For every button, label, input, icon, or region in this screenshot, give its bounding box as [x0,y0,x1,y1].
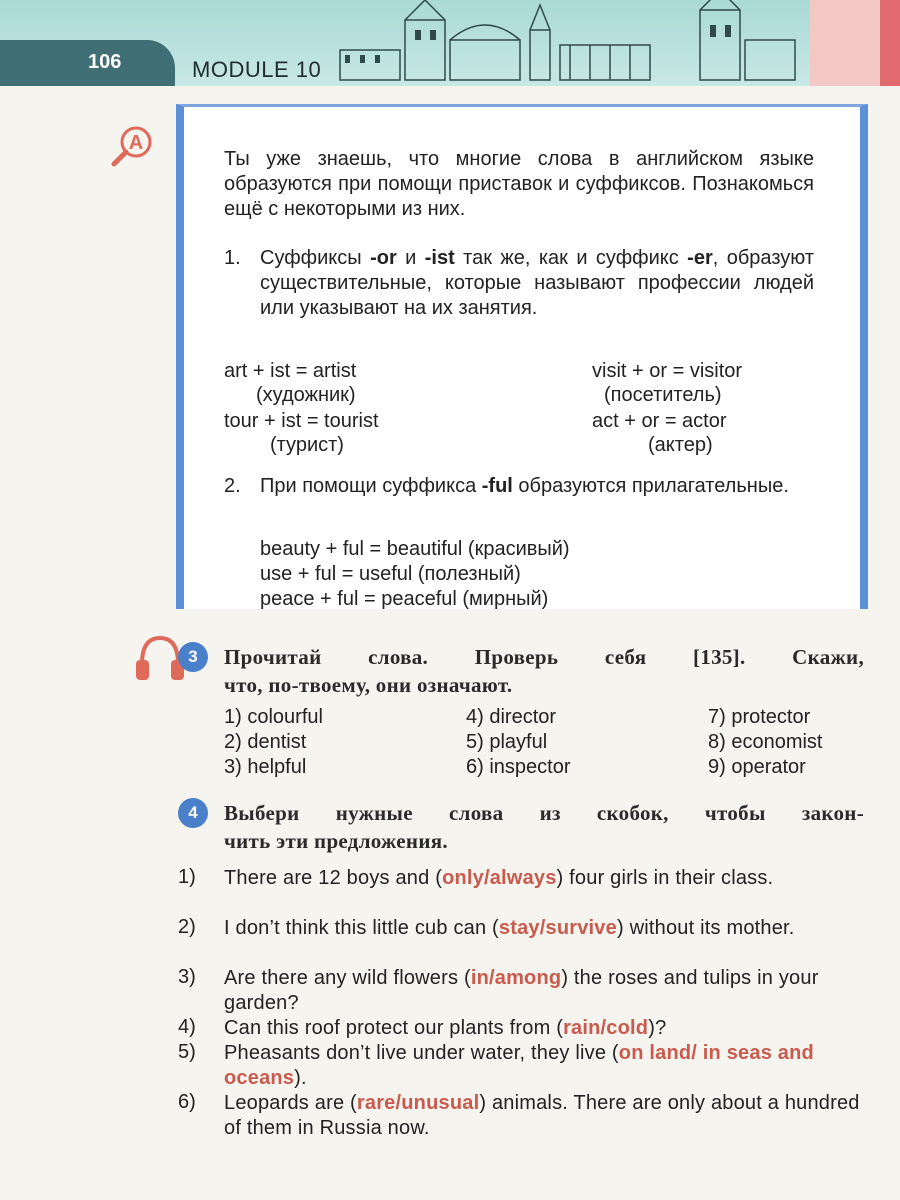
exercise-4-instruction: чить эти предложения. [224,829,448,853]
choice-options: rain/cold [563,1017,649,1039]
choice-options: rare/unusual [356,1092,480,1114]
sentence: Are there any wild flowers (in/among) the roses and tulips in your garden? [224,967,819,1014]
suffix-ful: -ful [481,475,513,497]
word-item: 4) director [466,706,557,728]
word-item: 1) colourful [224,706,323,728]
word-item: 2) dentist [224,731,307,753]
sentence-number: 5) [178,1041,196,1063]
suffix-er: -er [687,247,713,269]
sentence-number: 1) [178,866,196,888]
city-skyline-illustration [330,0,810,86]
exercise-3-instruction: что, по-твоему, они означают. [224,673,513,697]
word-item: 5) playful [466,731,548,753]
word-item: 7) protector [708,706,811,728]
ful-example: beauty + ful = beautiful (красивый) [260,538,570,560]
example-formula: act + or = actor [592,410,727,432]
exercise-3-instruction: Прочитай слова. Проверь себя [135]. Скажи, [224,645,864,669]
sentence: There are 12 boys and (only/always) four girls in their class. [224,867,774,889]
exercise-4-instruction: Выбери нужные слова из скобок, чтобы закон- [224,801,864,825]
magnifier-letter-a-icon [108,124,156,172]
example-formula: art + ist = artist [224,360,357,382]
word-item: 8) economist [708,731,823,753]
example-formula: tour + ist = tourist [224,410,379,432]
ful-example: use + ful = useful (полезный) [260,563,521,585]
example-translation: (турист) [270,434,344,456]
sentence: Can this roof protect our plants from (rain/cold)? [224,1017,667,1039]
sentence-number: 4) [178,1016,196,1038]
rule-intro: Ты уже знаешь, что многие слова в английском языке образуются при помощи приставок и суффиксов. Познакомься ещё с некоторыми из них. [224,148,814,220]
word-item: 9) operator [708,756,806,778]
exercise-3-badge: 3 [178,642,208,672]
rule-point-2-number: 2. [224,475,241,497]
suffix-or: -or [370,247,397,269]
sentence-number: 6) [178,1091,196,1113]
sentence: Pheasants don’t live under water, they live (on land/ in seas and oceans). [224,1042,814,1089]
ful-example: peace + ful = peaceful (мирный) [260,588,549,610]
word-item: 6) inspector [466,756,571,778]
example-translation: (актер) [648,434,713,456]
header-edge-band [880,0,900,86]
choice-options: stay/survive [498,917,617,939]
example-translation: (посетитель) [604,384,722,406]
sentence-number: 2) [178,916,196,938]
exercise-4-badge: 4 [178,798,208,828]
example-formula: visit + or = visitor [592,360,743,382]
sentence: Leopards are (rare/unusual) animals. There are only about a hundred of them in Russia now. [224,1092,860,1139]
module-title: MODULE 10 [192,57,322,82]
sentence: I don’t think this little cub can (stay/survive) without its mother. [224,917,795,939]
suffix-ist: -ist [424,247,455,269]
example-translation: (художник) [256,384,356,406]
rule-point-1-number: 1. [224,247,241,269]
svg-text:A: A [128,132,144,154]
word-item: 3) helpful [224,756,307,778]
choice-options: in/among [470,967,562,989]
header-accent-band [810,0,880,86]
sentence-number: 3) [178,966,196,988]
page-header [0,0,900,86]
rule-point-1-text: Суффиксы -or и -ist так же, как и суффикс -er, образуют существительные, которые называют профессии людей или указывают на их занятия. [260,247,814,319]
choice-options: on land/ in seas and oceans [224,1042,814,1089]
rule-point-2-text: При помощи суффикса -ful образуются прилагательные. [260,475,789,497]
page-number: 106 [88,51,122,73]
choice-options: only/always [442,867,557,889]
